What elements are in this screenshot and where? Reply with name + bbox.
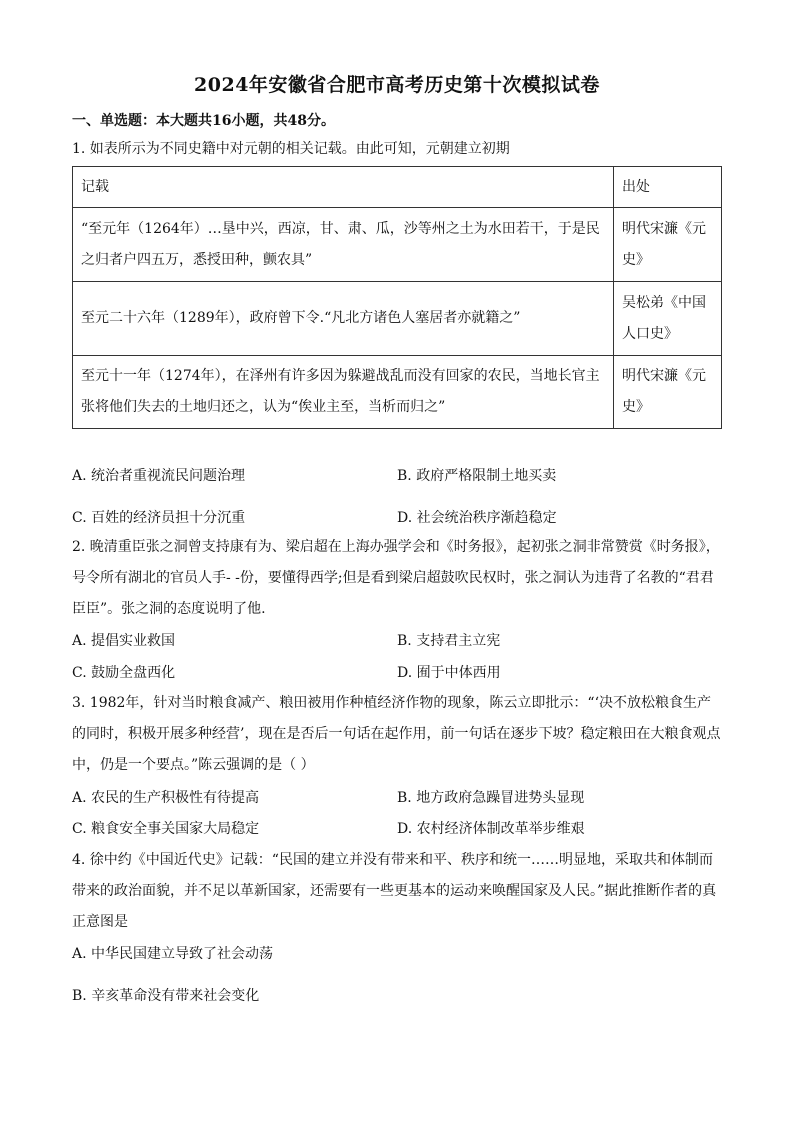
q1-option-d[interactable]: D. 社会统治秩序渐趋稳定 [397,510,557,526]
page-title: 2024年安徽省合肥市高考历史第十次模拟试卷 [194,74,600,96]
q2-option-c[interactable]: C. 鼓励全盘西化 [72,665,176,681]
table-cell-record: 至元十一年（1274年），在泽州有许多因为躲避战乱而没有回家的农民，当地长官主张将他们失去的土地归还之，认为“俟业主至，当析而归之” [73,356,614,429]
table-row [73,208,722,282]
table-cell-source: 明代宋濂《元史》 [614,356,722,429]
q2-option-b[interactable]: B. 支持君主立宪 [397,633,501,649]
q2-option-d[interactable]: D. 囿于中体西用 [397,665,501,681]
table-header: 出处 [614,167,722,208]
q3-option-b[interactable]: B. 地方政府急躁冒进势头显现 [397,790,585,806]
q1-option-b[interactable]: B. 政府严格限制土地买卖 [397,468,557,484]
table-header: 记载 [73,167,614,208]
question-4-stem: 4. 徐中约《中国近代史》记载：“民国的建立并没有带来和平、秩序和统一……明显地，采取共和体制而带来的政治面貌，并不足以革新国家，还需要有一些更基本的运动来唤醒国家及人民。”据此推断作者的真正意图是 [72,852,717,930]
table-cell-record: “至元年（1264年）…垦中兴，西凉，甘、肃、瓜，沙等州之土为水田若干，于是民之归者户四五万，悉授田种，颤农具” [73,208,614,282]
question-2-stem: 2. 晚清重臣张之洞曾支持康有为、梁启超在上海办强学会和《时务报》，起初张之洞非常赞赏《时务报》，号令所有湖北的官员人手- -份，要懂得西学;但是看到梁启超鼓吹民权时，张之洞认为违背了名教的“君君臣臣”。张之洞的态度说明了他. [72,539,720,617]
table-cell-source: 明代宋濂《元史》 [614,208,722,282]
q2-option-a[interactable]: A. 提倡实业救国 [72,633,176,649]
table-row [73,282,722,356]
table-row [73,356,722,429]
records-table [72,166,722,429]
section-heading: 一、单选题：本大题共16小题，共48分。 [72,113,335,129]
question-3-stem: 3. 1982年，针对当时粮食减产、粮田被用作种植经济作物的现象，陈云立即批示：“‘决不放松粮食生产的同时，积极开展多种经营’，现在是否后一句话在起作用，前一句话在逐步下坡？稳定粮田在大粮食观点中，仍是一个要点。”陈云强调的是（ ） [72,695,721,773]
table-cell-source: 吴松弟《中国人口史》 [614,282,722,356]
table-cell-record: 至元二十六年（1289年），政府曾下令.“凡北方诸色人塞居者亦就籍之” [73,282,614,356]
q4-option-b[interactable]: B. 辛亥革命没有带来社会变化 [72,988,260,1004]
q1-option-a[interactable]: A. 统治者重视流民问题治理 [72,468,246,484]
table-header-row [73,167,722,208]
q3-option-d[interactable]: D. 农村经济体制改革举步维艰 [397,821,585,837]
q4-option-a[interactable]: A. 中华民国建立导致了社会动荡 [72,946,274,962]
q3-option-a[interactable]: A. 农民的生产积极性有待提高 [72,790,260,806]
question-1-stem: 1. 如表所示为不同史籍中对元朝的相关记载。由此可知，元朝建立初期 [72,141,510,157]
q3-option-c[interactable]: C. 粮食安全事关国家大局稳定 [72,821,260,837]
q1-option-c[interactable]: C. 百姓的经济员担十分沉重 [72,510,246,526]
